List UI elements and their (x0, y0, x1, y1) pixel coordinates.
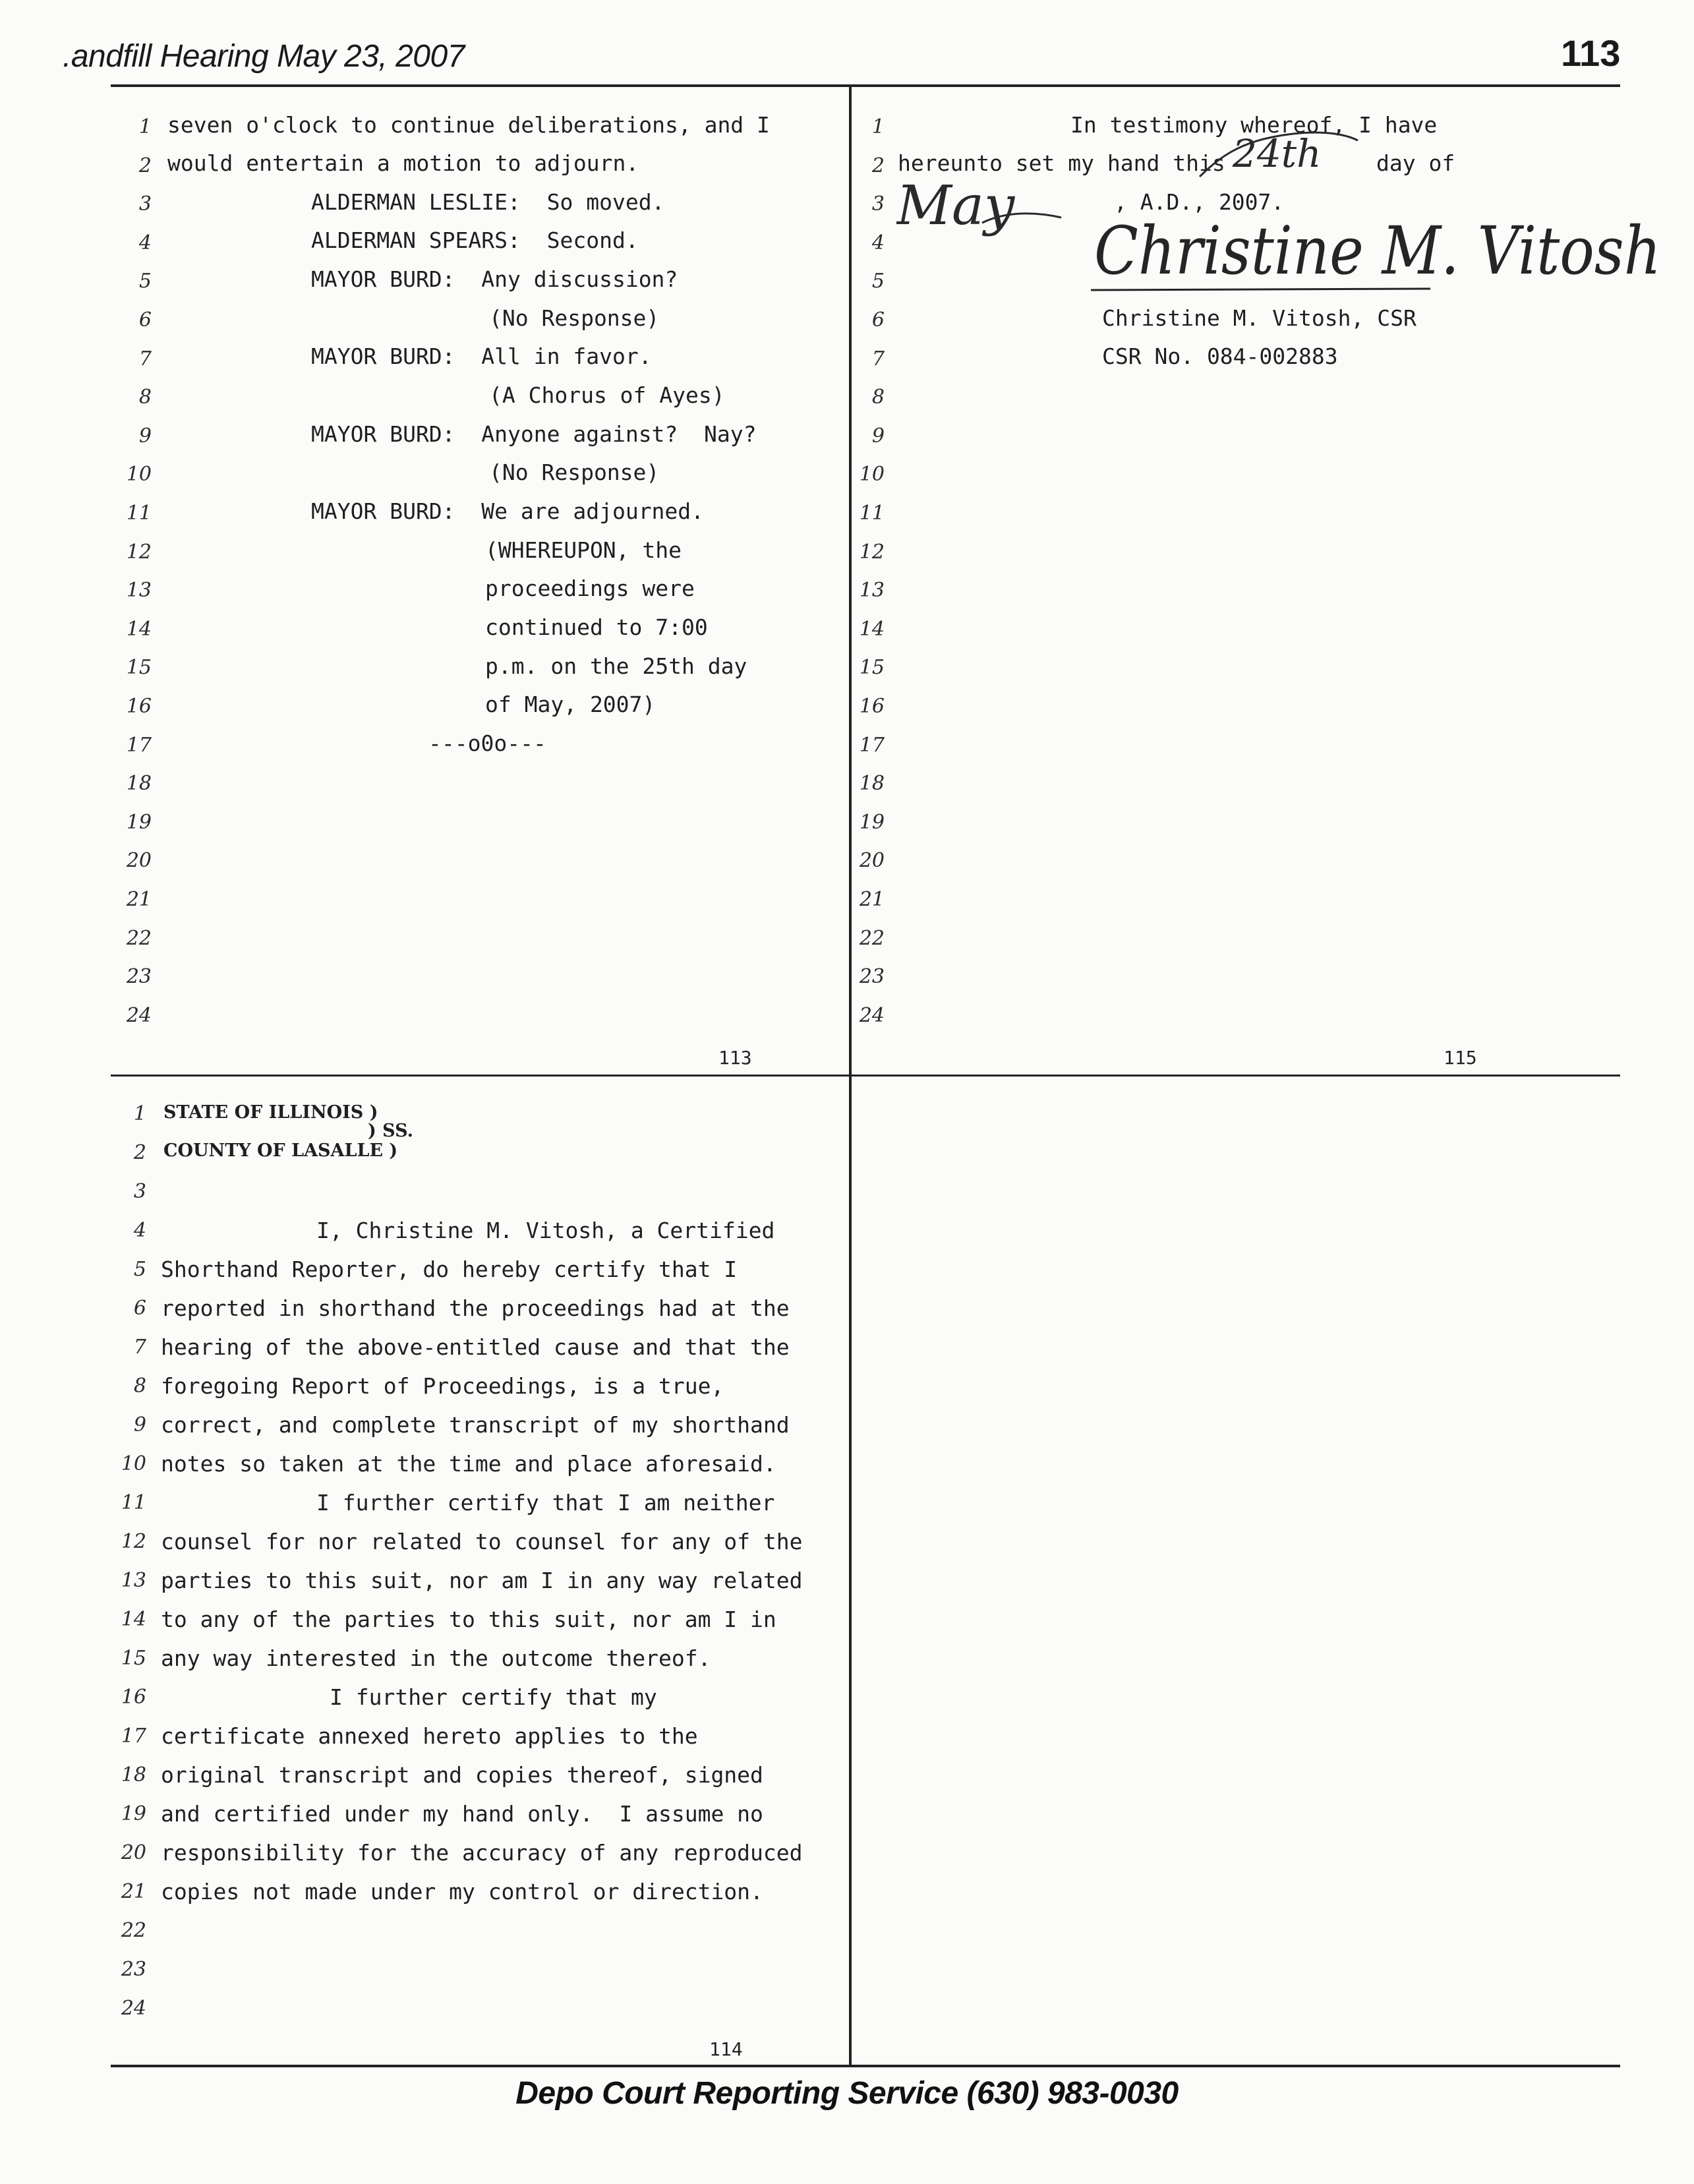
transcript-line: (WHEREUPON, the (485, 537, 682, 563)
line-number: 14 (121, 1608, 146, 1631)
ss-caption: ) SS. (368, 1121, 414, 1141)
reporter-name: Christine M. Vitosh, CSR (1102, 305, 1417, 331)
line-number: 19 (121, 1802, 146, 1825)
line-number: 22 (121, 1919, 146, 1942)
line-number: 3 (138, 192, 152, 216)
horizontal-divider (111, 1075, 1620, 1077)
header-rule (111, 84, 1620, 87)
testimony-line: day of (1376, 150, 1455, 176)
line-number: 13 (121, 1569, 146, 1592)
line-number: 17 (859, 733, 885, 757)
line-number: 7 (871, 347, 885, 370)
certificate-line: reported in shorthand the proceedings had at the (161, 1295, 790, 1321)
line-number: 16 (859, 695, 885, 718)
line-number: 18 (121, 1763, 146, 1786)
line-number: 8 (133, 1374, 146, 1398)
line-number: 3 (871, 192, 885, 216)
document-header-title: .andfill Hearing May 23, 2007 (63, 39, 465, 74)
line-number: 9 (138, 424, 152, 448)
document-page-number: 113 (1561, 32, 1621, 74)
line-number: 9 (133, 1413, 146, 1436)
transcript-line: ALDERMAN SPEARS: Second. (311, 227, 639, 253)
transcript-line: proceedings were (485, 576, 695, 601)
line-number: 19 (126, 810, 152, 834)
line-number: 6 (138, 309, 152, 332)
line-number: 1 (133, 1102, 146, 1125)
line-number: 6 (871, 309, 885, 332)
line-number: 14 (859, 617, 885, 641)
line-number: 24 (121, 1997, 146, 2020)
line-number: 23 (121, 1958, 146, 1981)
line-number: 20 (121, 1841, 146, 1864)
transcript-line: seven o'clock to continue deliberations, and I (167, 112, 770, 138)
certificate-line: I further certify that I am neither (316, 1490, 775, 1516)
certificate-line: to any of the parties to this suit, nor am I in (161, 1607, 776, 1632)
line-number: 21 (859, 888, 885, 911)
line-number: 12 (121, 1530, 146, 1553)
line-number: 17 (126, 733, 152, 757)
line-number: 19 (859, 810, 885, 834)
line-number: 22 (859, 926, 885, 950)
svg-text:May: May (896, 177, 1015, 237)
line-number: 1 (871, 115, 885, 138)
transcript-line: continued to 7:00 (485, 614, 708, 640)
footer-rule (111, 2065, 1620, 2067)
line-number: 23 (126, 965, 152, 989)
county-caption: COUNTY OF LASALLE ) (163, 1140, 398, 1161)
line-number: 16 (126, 695, 152, 718)
transcript-line: ---o0o--- (428, 730, 546, 756)
line-number: 14 (126, 617, 152, 641)
line-number: 5 (871, 270, 885, 293)
line-number: 24 (859, 1003, 885, 1027)
certificate-line: original transcript and copies thereof, signed (161, 1762, 763, 1788)
line-number: 2 (133, 1141, 146, 1164)
certificate-line: correct, and complete transcript of my shorthand (161, 1412, 790, 1438)
handwritten-day (1193, 117, 1371, 190)
line-number: 23 (859, 965, 885, 989)
line-number: 10 (859, 463, 885, 487)
line-number: 4 (133, 1219, 146, 1242)
testimony-line: In testimony whereof, I have (1070, 112, 1438, 138)
line-number: 22 (126, 926, 152, 950)
transcript-line: (No Response) (489, 459, 660, 485)
handwritten-month (896, 177, 1121, 256)
transcript-line: (A Chorus of Ayes) (489, 382, 725, 408)
transcript-line: would entertain a motion to adjourn. (167, 150, 639, 176)
line-number: 6 (133, 1297, 146, 1320)
transcript-line: (No Response) (489, 305, 660, 331)
transcript-line: MAYOR BURD: Anyone against? Nay? (311, 421, 757, 447)
page-label-113: 113 (718, 1047, 752, 1069)
transcript-line: MAYOR BURD: Any discussion? (311, 266, 678, 292)
line-number: 10 (126, 463, 152, 487)
reporter-csr-number: CSR No. 084-002883 (1102, 343, 1338, 369)
certificate-line: any way interested in the outcome thereof. (161, 1645, 711, 1671)
line-number: 3 (133, 1180, 146, 1203)
line-number: 2 (138, 154, 152, 177)
transcript-line: ALDERMAN LESLIE: So moved. (311, 189, 665, 215)
page-label-115: 115 (1444, 1047, 1477, 1069)
line-number: 7 (138, 347, 152, 370)
line-number: 15 (126, 656, 152, 680)
line-number: 12 (126, 540, 152, 564)
line-number: 8 (871, 386, 885, 409)
line-number: 13 (126, 579, 152, 603)
testimony-line: hereunto set my hand this (898, 150, 1225, 176)
line-number: 21 (126, 888, 152, 911)
line-number: 24 (126, 1003, 152, 1027)
line-number: 11 (859, 502, 885, 525)
certificate-line: counsel for nor related to counsel for any of the (161, 1529, 803, 1554)
signature (1088, 204, 1681, 303)
line-number: 21 (121, 1880, 146, 1903)
transcript-line: of May, 2007) (485, 692, 656, 717)
certificate-line: copies not made under my control or direction. (161, 1879, 763, 1904)
line-number: 11 (126, 502, 152, 525)
page-label-114: 114 (709, 2038, 743, 2060)
line-number: 5 (133, 1258, 146, 1281)
line-number: 1 (138, 115, 152, 138)
certificate-line: responsibility for the accuracy of any reproduced (161, 1840, 803, 1866)
line-number: 12 (859, 540, 885, 564)
certificate-line: parties to this suit, nor am I in any way related (161, 1568, 803, 1593)
certificate-line: hearing of the above-entitled cause and that the (161, 1334, 790, 1360)
footer-reporting-service: Depo Court Reporting Service (630) 983-0030 (515, 2076, 1179, 2111)
line-number: 20 (859, 849, 885, 873)
transcript-line: p.m. on the 25th day (485, 653, 747, 679)
line-number: 16 (121, 1686, 146, 1709)
certificate-line: I, Christine M. Vitosh, a Certified (316, 1218, 775, 1243)
line-number: 8 (138, 386, 152, 409)
line-number: 13 (859, 579, 885, 603)
line-number: 2 (871, 154, 885, 177)
line-number: 15 (121, 1647, 146, 1670)
state-caption: STATE OF ILLINOIS ) (163, 1102, 378, 1123)
certificate-line: certificate annexed hereto applies to the (161, 1723, 698, 1749)
line-number: 5 (138, 270, 152, 293)
certificate-line: I further certify that my (330, 1684, 657, 1710)
line-number: 17 (121, 1725, 146, 1748)
line-number: 18 (859, 772, 885, 796)
line-number: 4 (138, 231, 152, 254)
testimony-line: , A.D., 2007. (1114, 189, 1285, 215)
line-number: 20 (126, 849, 152, 873)
line-number: 9 (871, 424, 885, 448)
certificate-line: foregoing Report of Proceedings, is a true, (161, 1373, 724, 1399)
certificate-line: notes so taken at the time and place aforesaid. (161, 1451, 776, 1477)
line-number: 18 (126, 772, 152, 796)
transcript-line: MAYOR BURD: We are adjourned. (311, 498, 705, 524)
transcript-line: MAYOR BURD: All in favor. (311, 343, 652, 369)
line-number: 7 (133, 1336, 146, 1359)
svg-text:24th: 24th (1233, 131, 1322, 176)
line-number: 4 (871, 231, 885, 254)
certificate-line: and certified under my hand only. I assume no (161, 1801, 763, 1827)
line-number: 10 (121, 1452, 146, 1475)
line-number: 11 (121, 1491, 146, 1514)
svg-text:Christine M. Vitosh: Christine M. Vitosh (1094, 212, 1661, 289)
line-number: 15 (859, 656, 885, 680)
certificate-line: Shorthand Reporter, do hereby certify that I (161, 1256, 738, 1282)
